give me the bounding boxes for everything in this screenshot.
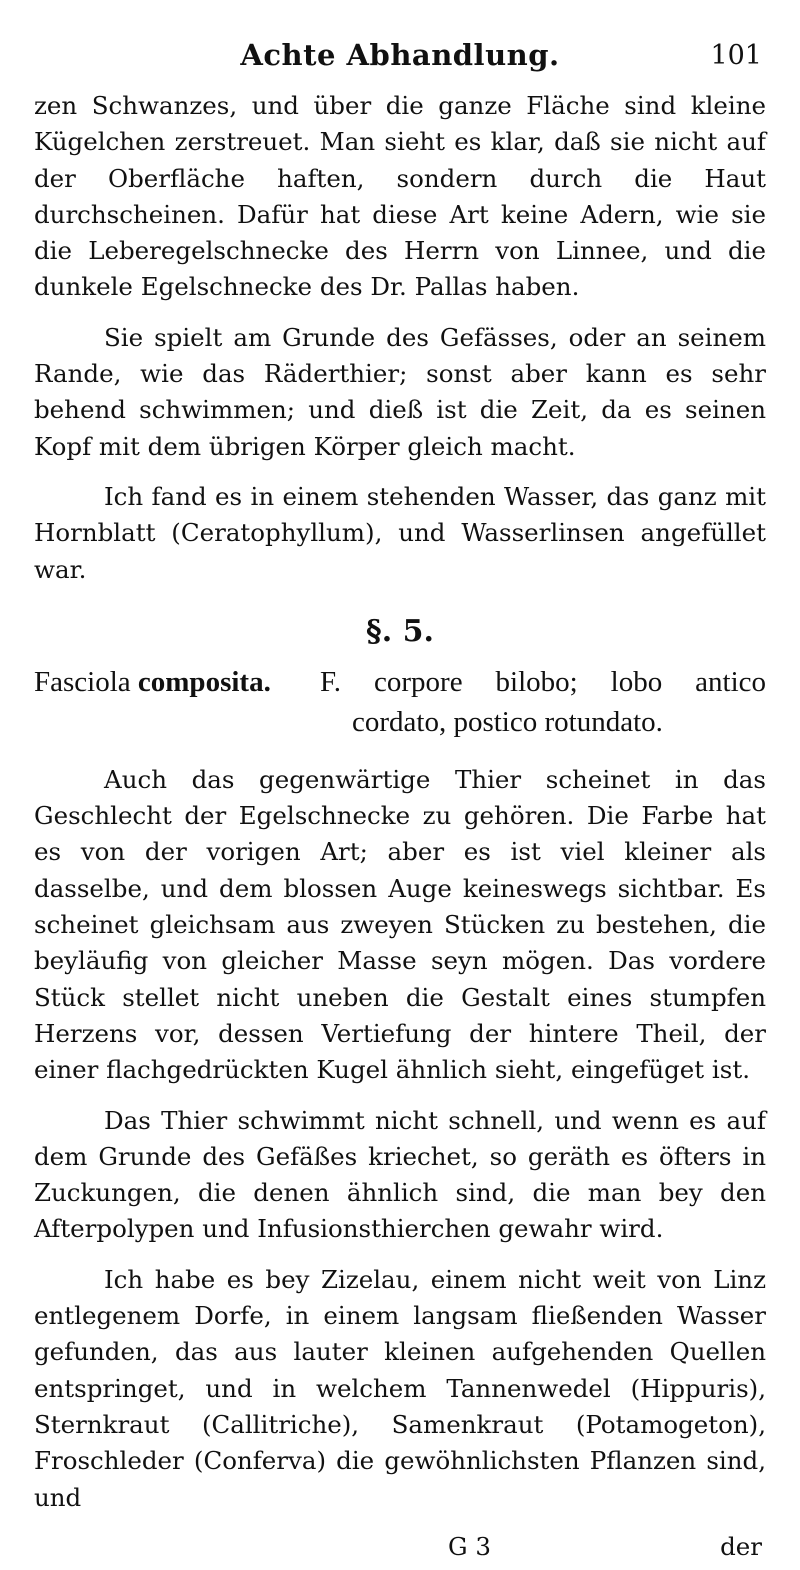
paragraph: Auch das gegenwärtige Thier scheinet in das Geschlecht der Egelschnecke zu gehören. Die Farbe hat es von der vorigen Art; aber es ist viel kleiner als dasselbe, und dem blossen Auge keineswegs sichtbar. Es scheinet gleichsam aus zweyen Stücken zu bestehen, die beyläufig von gleicher Masse seyn mögen. Das vordere Stück stellet nicht uneben die Gestalt eines stumpfen Herzens vor, dessen Vertiefung der hintere Theil, der einer flachgedrückten Kugel ähnlich sieht, eingefüget ist. — [34, 764, 766, 1085]
running-title: Achte Abhandlung. — [240, 38, 560, 72]
species-diagnosis — [320, 662, 766, 742]
paragraph: Ich fand es in einem stehenden Wasser, das ganz mit Hornblatt (Ceratophyllum), und Wasserlinsen angefüllet war. — [34, 481, 766, 584]
genus-name: Fasciola — [34, 665, 131, 698]
diagnosis-line-2: cordato, postico rotundato. — [352, 705, 663, 738]
paragraph: Das Thier schwimmt nicht schnell, und wenn es auf dem Grunde des Gefäßes kriechet, so geräth es öfters in Zuckungen, die denen ähnlich sind, die man bey den Afterpolypen und Infusionsthierchen gewahr wird. — [34, 1105, 766, 1244]
paragraph: Sie spielt am Grunde des Gefässes, oder an seinem Rande, wie das Räderthier; sonst aber kann es sehr behend schwimmen; und dieß ist die Zeit, da es seinen Kopf mit dem übrigen Körper gleich macht. — [34, 322, 766, 461]
species-entry — [34, 662, 766, 746]
catchword: der — [720, 1531, 762, 1561]
species-name — [34, 662, 271, 702]
diagnosis-line-1: F. corpore bilobo; lobo antico — [320, 665, 766, 698]
species-epithet: composita. — [137, 665, 271, 698]
page-number: 101 — [710, 40, 762, 71]
page-header — [34, 30, 766, 88]
paragraph: Ich habe es bey Zizelau, einem nicht weit von Linz entlegenem Dorfe, in einem langsam fließenden Wasser gefunden, das aus lauter kleinen aufgehenden Quellen entspringet, und in welchem Tannenwedel (Hippuris), Sternkraut (Callitriche), Samenkraut (Potamogeton), Froschleder (Conferva) die gewöhnlichsten Pflanzen sind, und — [34, 1264, 766, 1512]
signature-mark: G 3 — [448, 1531, 491, 1561]
page-footer — [34, 1530, 766, 1570]
page-body — [34, 88, 766, 1516]
section-heading: §. 5. — [366, 613, 434, 649]
paragraph-continued: zen Schwanzes, und über die ganze Fläche sind kleine Kügelchen zerstreuet. Man sieht es klar, daß sie nicht auf der Oberfläche haften, sondern durch die Haut durchscheinen. Dafür hat diese Art keine Adern, wie sie die Leberegelschnecke des Herrn von Linnee, und die dunkele Egelschnecke des Dr. Pallas haben. — [34, 91, 766, 302]
